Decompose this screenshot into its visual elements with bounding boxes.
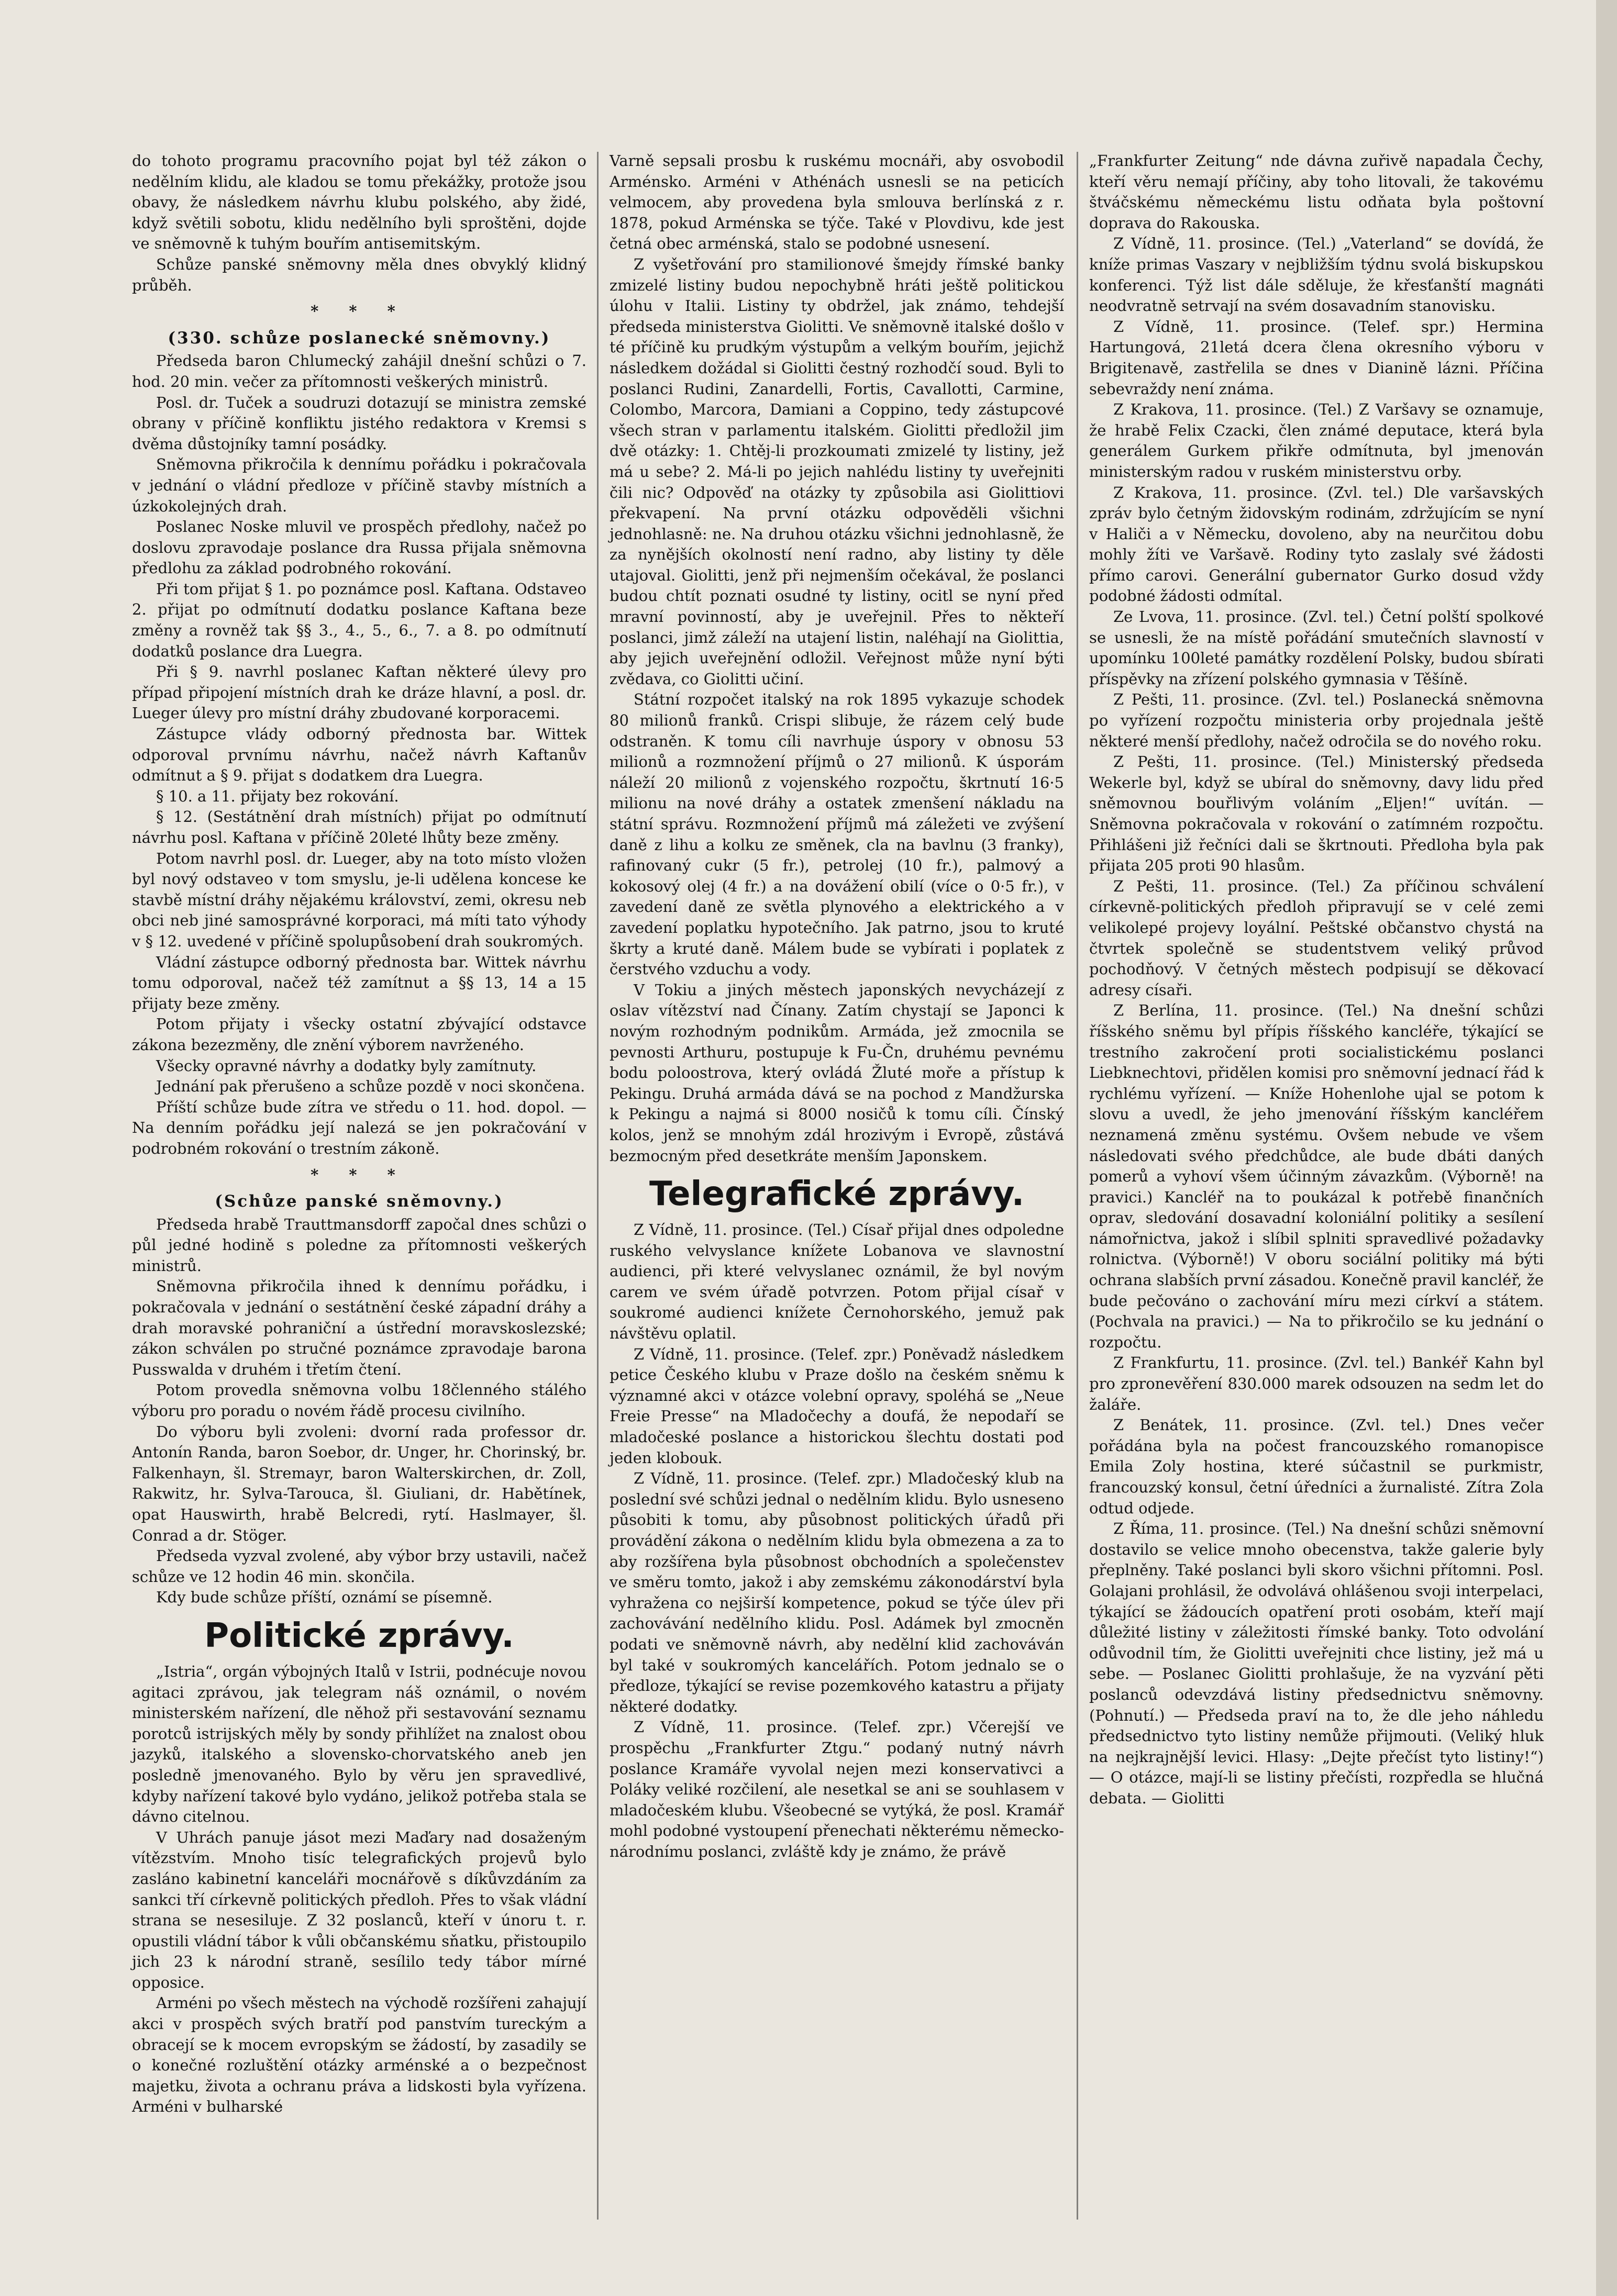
column-2 <box>610 151 1064 1863</box>
article-paragraph: Posl. dr. Tuček a soudruzi dotazují se ministra zemské obrany v příčině konfliktu jistého redaktora v Kremsi s dvěma důstojníky tamní posádky. <box>132 393 586 453</box>
article-paragraph: Z Vídně, 11. prosince. (Tel.) Císař přijal dnes odpoledne ruského velvyslance knížete Lobanova ve slavnostní audienci, při které velvyslanec oznámil, že byl novým carem ve svém úřadě potvrzen. Potom přijal císař v soukromé audienci knížete Černohorského, jemuž pak návštěvu oplatil. <box>610 1221 1064 1343</box>
article-paragraph: Sněmovna přikročila ihned k dennímu pořádku, i pokračovala v jednání o sestátnění české západní dráhy a drah moravské pohraniční a ústřední moravskoslezské; zákon schválen po stručné poznámce zpravodaje barona Pusswalda v druhém i třetím čtení. <box>132 1277 586 1378</box>
article-paragraph: Předseda baron Chlumecký zahájil dnešní schůzi o 7. hod. 20 min. večer za přítomnosti veškerých ministrů. <box>132 352 586 391</box>
article-paragraph: § 10. a 11. přijaty bez rokování. <box>156 787 399 805</box>
article-paragraph: „Frankfurter Zeitung“ nde dávna zuřivě napadala Čechy, kteří věru nemají příčiny, aby toho litovali, že takovému štváčskému německému listu odňata byla poštovní doprava do Rakouska. <box>1089 152 1544 232</box>
article-paragraph: Z Říma, 11. prosince. (Tel.) Na dnešní schůzi sněmovní dostavilo se velice mnoho obecenstva, takže galerie byly přeplněny. Také poslanci byli skoro všichni přítomni. Posl. Golajani prohlásil, že odvolává ohlášenou svoji interpelaci, týkající se žádoucích opatření proti osobám, kteří mají důležité listiny v záležitosti římské banky. Toto odvolání odůvodnil tím, že Giolitti uveřejniti chce listiny, jež má u sebe. — Poslanec Giolitti prohlašuje, že na vyzvání pěti poslanců odevzdává listiny předsednictvu sněmovny. (Pohnutí.) — Předseda praví na to, že dle jeho náhledu předsednictvo tyto listiny nemůže přijmouti. (Veliký hluk na nejkrajnější levici. Hlasy: „Dejte přečíst tyto listiny!“) — O otázce, mají-li se listiny přečísti, rozpředla se hlučná debata. — Giolitti <box>1089 1520 1544 1807</box>
article-paragraph: Příští schůze bude zítra ve středu o 11. hod. dopol. — Na denním pořádku její nalezá se jen pokračování v podrobném rokování o trestním zákoně. <box>132 1098 586 1157</box>
article-paragraph: Vládní zástupce odborný přednosta bar. Wittek návrhu tomu odporoval, načež též zamítnut a §§ 13, 14 a 15 přijaty beze změny. <box>132 953 586 1012</box>
article-paragraph: Kdy bude schůze příští, oznámí se písemně. <box>156 1588 493 1607</box>
article-paragraph: do tohoto programu pracovního pojat byl též zákon o nedělním klidu, ale kladou se tomu překážky, protože jsou obavy, že následkem návrhu klubu polského, aby židé, když světili sobotu, klidu nedělního byli sproštěni, dojde ve sněmovně k tuhým bouřím antisemitským. <box>132 152 586 253</box>
asterism-divider: * * * <box>311 302 408 320</box>
article-paragraph: Při § 9. navrhl poslanec Kaftan některé úlevy pro případ připojení místních drah ke dráze hlavní, a posl. dr. Lueger úlevy pro místní dráhy zbudované korporacemi. <box>132 663 586 722</box>
article-paragraph: Potom přijaty i všecky ostatní zbývající odstavce zákona bezezměny, dle znění výborem navrženého. <box>132 1015 586 1054</box>
article-paragraph: Státní rozpočet italský na rok 1895 vykazuje schodek 80 milionů franků. Crispi slibuje, že rázem celý bude odstraněn. K tomu cíli navrhuje úspory v obnosu 53 milionů a rozmnožení příjmů o 27 milionů. K úsporám náleží 20 milionů z vojenského rozpočtu, škrtnutí 16·5 milionu na nové dráhy a ostatek zmenšení nákladu na státní správu. Rozmnožení příjmů má záležeti ve zvýšení daně z lihu a kolku ze směnek, cla na bavlnu (3 franky), rafinovaný cukr (5 fr.), petrolej (10 fr.), palmový a kokosový olej (4 fr.) a na dovážení obilí (více o 0·5 fr.), v zavedení daně ze světla plynového a elektrického a v zavedení poplatku hypotečního. Jak patrno, jsou to kruté škrty a kruté daně. Málem bude se vybírati i poplatek z čerstvého vzduchu a vody. <box>610 690 1064 978</box>
section-heading: Politické zprávy. <box>204 1616 514 1655</box>
column-divider <box>597 152 599 2220</box>
article-paragraph: Z Pešti, 11. prosince. (Tel.) Za příčinou schválení církevně-politických předloh připravují se v celé zemi velikolepé projevy loyální. Peštské občanstvo chystá na čtvrtek společně se studentstvem veliký průvod pochodňový. V četných městech podpisují se děkovací adresy císaři. <box>1089 877 1544 999</box>
article-paragraph: Z Vídně, 11. prosince. (Telef. zpr.) Mladočeský klub na poslední své schůzi jednal o nedělním klidu. Bylo usneseno působiti k tomu, aby působnost politických úřadů při provádění zákona o nedělním klidu byla obmezena a za to aby rozšířena byla působnost obchodních a společenstev ve směru tomto, jakož i aby zemskému zákonodárství byla vyhražena co nejširší kompetence, pokud se týče úlev při zachovávání nedělního klidu. Posl. Adámek byl zmocněn podati ve sněmovně návrh, aby nedělní klid zachováván byl také v soukromých kancelářích. Potom jednalo se o předloze, týkající se revise pozemkového katastru a přijaty některé dodatky. <box>610 1469 1064 1715</box>
article-paragraph: Z Krakova, 11. prosince. (Zvl. tel.) Dle varšavských zpráv bylo četným židovským rodinám, zdržujícím se nyní v Haliči a v Německu, dovoleno, aby na neurčitou dobu mohly žíti ve Varšavě. Rodiny tyto zaslaly své žádosti přímo carovi. Generální gubernator Gurko dosud vždy podobné žádosti odmítal. <box>1089 483 1544 605</box>
article-paragraph: Z Pešti, 11. prosince. (Tel.) Ministerský předseda Wekerle byl, když se ubíral do sněmovny, davy lidu před sněmovnou bouřlivým voláním „Eljen!“ uvítán. — Sněmovna pokračovala v rokování o zatímném rozpočtu. Přihlášeni již řečníci dali se škrtnouti. Předloha byla pak přijata 205 proti 90 hlasům. <box>1089 753 1544 875</box>
article-paragraph: Předseda hrabě Trauttmansdorff započal dnes schůzi o půl jedné hodině s poledne za přítomnosti veškerých ministrů. <box>132 1215 586 1275</box>
article-paragraph: Schůze panské sněmovny měla dnes obvyklý klidný průběh. <box>132 255 586 294</box>
article-paragraph: V Tokiu a jiných městech japonských nevycházejí z oslav vítězství nad Čínany. Zatím chystají se Japonci k novým rozhodným podnikům. Armáda, jež zmocnila se pevnosti Arthuru, postupuje k Fu-Čn, druhému pevnému bodu poloostrova, který ovládá Žluté moře a přístup k Pekingu. Druhá armáda dává se na pochod z Mandžurska k Pekingu a najmá si 8000 nosičů k tomu cíli. Čínský kolos, jenž se mnohým zdál hrozivým i Evropě, zůstává bezmocným před desetkráte menším Japonskem. <box>610 980 1064 1165</box>
column-1 <box>132 151 586 2117</box>
article-paragraph: Z vyšetřování pro stamilionové šmejdy římské banky zmizelé listiny budou nepochybně hráti ještě politickou úlohu v Italii. Listiny ty obdržel, jak známo, tehdejší předseda ministerstva Giolitti. Ve sněmovně italské došlo v té příčině ku prudkým výstupům a velkým bouřím, jejichž následkem dožádal si Giolitti čestný rozhodčí soud. Byli to poslanci Rudini, Zanardelli, Fortis, Cavallotti, Carmine, Colombo, Marcora, Damiani a Coppino, tedy zástupcové všech stran v parlamentu italském. Giolitti předložil jim dvě otázky: 1. Chtěj-li prozkoumati zmizelé ty listiny, jež má u sebe? 2. Má-li po jejich nahlédu listiny ty uveřejniti čili nic? Odpověď na otázky ty způsobila asi Giolittiovi překvapení. Na první otázku odpověděli všichni jednohlasně: ne. Na druhou otázku všichni jednohlasně, že za nynějších okolností není radno, aby listiny ty děle utajoval. Giolitti, jenž při nejmenším očekával, že poslanci budou chtít poznati osudné ty listiny, ocitl se nyní před mravní povinností, aby je uveřejnil. Přes to někteří poslanci, jimž záleží na utajení listin, naléhají na Giolittia, aby jejich uveřejnění odložil. Veřejnost může nyní býti zvědava, co Giolitti učiní. <box>610 255 1064 688</box>
article-paragraph: Varně sepsali prosbu k ruskému mocnáři, aby osvobodil Arménsko. Arméni v Athénách usnesli se na peticích velmocem, aby provedena byla smlouva berlínská z r. 1878, pokud Arménska se týče. Také v Plovdivu, kde jest četná obec arménská, stalo se podobné usnesení. <box>610 152 1064 253</box>
asterism-divider: * * * <box>311 1165 408 1184</box>
column-divider <box>1077 152 1078 2220</box>
article-paragraph: Z Vídně, 11. prosince. (Tel.) „Vaterland“ se dovídá, že kníže primas Vaszary v nejbližším týdnu svolá biskupskou konferenci. Týž list dále sděluje, že křesťanští magnáti neodvratně setrvají na svém dosavadním stanovisku. <box>1089 235 1544 315</box>
article-paragraph: V Uhrách panuje jásot mezi Maďary nad dosaženým vítězstvím. Mnoho tisíc telegrafických projevů bylo zasláno kabinetní kanceláři mocnářově s díkůvzdáním za sankci tří církevně politických předloh. Přes to však vládní strana se nesesiluje. Z 32 poslanců, kteří v únoru t. r. opustili vládní tábor k vůli občanskému sňatku, přistoupilo jich 23 k národní straně, sesílilo tedy tábor mírné opposice. <box>132 1828 586 1991</box>
article-paragraph: Jednání pak přerušeno a schůze pozdě v noci skončena. <box>156 1077 585 1096</box>
article-paragraph: Do výboru byli zvoleni: dvorní rada professor dr. Antonín Randa, baron Soebor, dr. Unger, hr. Chorinský, br. Falkenhayn, šl. Stremayr, baron Walterskirchen, dr. Zoll, Rakwitz, hr. Sylva-Tarouca, šl. Giuliani, dr. Habětínek, opat Hauswirth, hrabě Belcredi, rytí. Haslmayer, šl. Conrad a dr. Stöger. <box>132 1422 586 1544</box>
page-edge <box>1596 0 1617 2296</box>
article-paragraph: Ze Lvova, 11. prosince. (Zvl. tel.) Četní polští spolkové se usnesli, že na místě pořádání smutečních slavností v upomínku 100leté památky rozdělení Polsky, budou sbírati příspěvky na zřízení polského gymnasia v Těšíně. <box>1089 608 1544 688</box>
article-paragraph: Z Pešti, 11. prosince. (Zvl. tel.) Poslanecká sněmovna po vyřízení rozpočtu ministeria orby projednala ještě některé menší předlohy, načež odročila se do nového roku. <box>1089 690 1544 750</box>
session-title: (Schůze panské sněmovny.) <box>215 1192 504 1211</box>
article-paragraph: Předseda vyzval zvolené, aby výbor brzy ustavili, načež schůze ve 12 hodin 46 min. skončila. <box>132 1547 586 1586</box>
column-3 <box>1089 151 1544 1809</box>
session-title: (330. schůze poslanecké sněmovny.) <box>168 328 551 348</box>
section-heading: Telegrafické zprávy. <box>649 1175 1025 1214</box>
article-paragraph: Z Berlína, 11. prosince. (Tel.) Na dnešní schůzi říšského sněmu byl přípis říšského kancléře, týkající se trestního zakročení proti socialistickému poslanci Liebknechtovi, přidělen komisi pro sněmovní jednací řád k rychlému vyřízení. — Kníže Hohenlohe ujal se potom k slovu a uvedl, že jeho jmenování říšským kancléřem neznamená změnu systému. Ovšem nebude ve všem následovati svého předchůdce, ale bude dbáti daných pomerů a vyhoví všem účinným závazkům. (Výborně! na pravici.) Kancléř na to poukázal k potřebě finančních oprav, sledování dosavadní koloniální politiky a sesílení námořnictva, jakož i slíbil splniti spravedlivé požadavky rolnictva. (Výborně!) V oboru sociální politiky má býti ochrana slabších první zásadou. Konečně pravil kancléř, že bude pečováno o zachování míru mezi církví a státem. (Pochvala na pravici.) — Na to přikročilo se ku jednání o rozpočtu. <box>1089 1001 1544 1351</box>
article-paragraph: Potom navrhl posl. dr. Lueger, aby na toto místo vložen byl nový odstaveo v tom smyslu, je-li udělena koncese ke stavbě místní dráhy nějakému království, zemi, okresu neb obci neb jiné samosprávné korporaci, má míti tato výhody v § 12. uvedené v příčině spolupůsobení drah soukromých. <box>132 849 586 950</box>
article-paragraph: Z Krakova, 11. prosince. (Tel.) Z Varšavy se oznamuje, že hrabě Felix Czacki, člen známé deputace, která byla generálem Gurkem přikře odmítnuta, byl jmenován ministerským radou v ruském ministerstvu orby. <box>1089 400 1544 481</box>
article-paragraph: „Istria“, orgán výbojných Italů v Istrii, podnécuje novou agitaci zprávou, jak telegram náš oznámil, o novém ministerském nařízení, dle něhož při sestavování seznamu porotců istrijských měly by sondy přihlížet na znalost obou jazyků, italského a slovensko-chorvatského aneb jen posledně jmenovaného. Bylo by věru jen spravedlivé, kdyby nařízení takové bylo vydáno, jelikož potřeba stala se dávno citelnou. <box>132 1662 586 1826</box>
article-paragraph: Poslanec Noske mluvil ve prospěch předlohy, načež po doslovu zpravodaje poslance dra Russa přijala sněmovna předlohu za základ podrobného rokování. <box>132 518 586 577</box>
article-paragraph: Potom provedla sněmovna volbu 18členného stálého výboru pro poradu o novém řádě procesu civilního. <box>132 1381 586 1420</box>
article-paragraph: Z Vídně, 11. prosince. (Telef. zpr.) Poněvadž následkem petice Českého klubu v Praze došlo na českém sněmu k významné akci v otázce volební opravy, spoléhá se „Neue Freie Presse“ na Mladočechy a doufá, že nepodaří se mladočeské poslance a historickou šlechtu dostati pod jeden klobouk. <box>610 1345 1064 1467</box>
article-paragraph: Z Benátek, 11. prosince. (Zvl. tel.) Dnes večer pořádána byla na počest francouzského romanopisce Emila Zoly hostina, které súčastnil se purkmistr, francouzský konsul, četní úředníci a žurnalisté. Zítra Zola odtud odjede. <box>1089 1416 1544 1517</box>
article-paragraph: Všecky opravné návrhy a dodatky byly zamítnuty. <box>156 1056 537 1075</box>
article-paragraph: Sněmovna přikročila k dennímu pořádku i pokračovala v jednání o vládní předloze v příčině stavby místních a úzkokolejných drah. <box>132 455 586 515</box>
article-paragraph: Při tom přijat § 1. po poznámce posl. Kaftana. Odstaveo 2. přijat po odmítnutí dodatku poslance Kaftana beze změny a rovněž tak §§ 3., 4., 5., 6., 7. a 8. po odmítnutí dodatků poslance dra Luegra. <box>132 579 586 660</box>
article-paragraph: Z Vídně, 11. prosince. (Telef. spr.) Hermina Hartungová, 21letá dcera člena okresního výboru v Brigitenavě, zastřelila se dnes v Dianině lázni. Příčina sebevraždy není známa. <box>1089 317 1544 398</box>
article-paragraph: Arméni po všech městech na východě rozšířeni zahajují akci v prospěch svých bratří pod panstvím tureckým a obracejí se k mocem evropským se žádostí, by zasadily se o konečné rozluštění otázky arménské a o bezpečnost majetku, života a ochranu práva a lidskosti byla vyřízena. Arméni v bulharské <box>132 1994 586 2116</box>
article-paragraph: Zástupce vlády odborný přednosta bar. Wittek odporoval prvnímu návrhu, načež návrh Kaftanův odmítnut a § 9. přijat s dodatkem dra Luegra. <box>132 725 586 785</box>
article-paragraph: Z Vídně, 11. prosince. (Telef. zpr.) Včerejší ve prospěchu „Frankfurter Ztgu.“ podaný nutný návrh poslance Kramáře vyvolal nejen mezi konservativci a Poláky veliké rozčilení, ale nesetkal se ani se souhlasem v mladočeském klubu. Všeobecné se vytýká, že posl. Kramář mohl podobné vystoupení přenechati některému německo-národnímu poslanci, zvláště kdy je známo, že právě <box>610 1718 1064 1860</box>
article-paragraph: Z Frankfurtu, 11. prosince. (Zvl. tel.) Bankéř Kahn byl pro zpronevěření 830.000 marek odsouzen na sedm let do žaláře. <box>1089 1354 1544 1413</box>
article-paragraph: § 12. (Sestátnění drah místních) přijat po odmítnutí návrhu posl. Kaftana v příčině 20leté lhůty beze změny. <box>132 808 586 846</box>
